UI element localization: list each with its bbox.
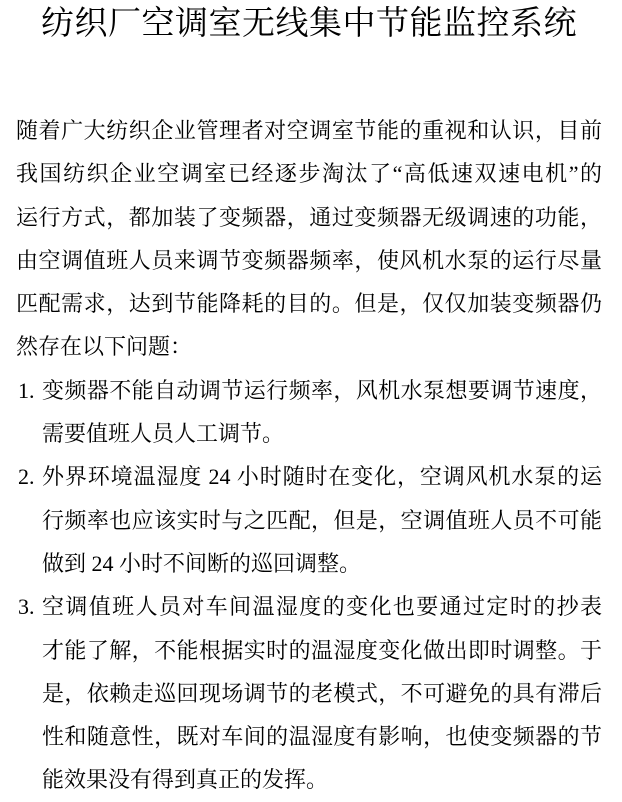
paragraph-line: 我国纺织企业空调室已经逐步淘汰了“高低速双速电机”的 <box>16 161 602 187</box>
paragraph-line: 运行方式，都加装了变频器，通过变频器无级调速的功能， <box>16 204 602 230</box>
list-item-number: 1. <box>18 377 35 403</box>
list-item <box>16 585 602 801</box>
paragraph-line: 随着广大纺织企业管理者对空调室节能的重视和认识，目前 <box>16 118 602 143</box>
list-item <box>16 455 602 585</box>
list-item-line: 需要值班人员人工调节。 <box>42 421 285 447</box>
list-item-line: 空调值班人员对车间温湿度的变化也要通过定时的抄表 <box>42 594 602 620</box>
paragraph-line: 然存在以下问题： <box>16 334 193 360</box>
list-item-line: 变频器不能自动调节运行频率，风机水泵想要调节速度， <box>42 377 602 403</box>
problem-list <box>16 369 602 802</box>
paragraph-line: 匹配需求，达到节能降耗的目的。但是，仅仅加装变频器仍 <box>16 291 602 317</box>
list-item-line: 能效果没有得到真正的发挥。 <box>42 767 329 793</box>
list-item-line: 行频率也应该实时与之匹配，但是，空调值班人员不可能 <box>42 507 602 533</box>
intro-paragraph <box>16 109 602 369</box>
list-item-line: 是，依赖走巡回现场调节的老模式，不可避免的具有滞后 <box>42 680 602 706</box>
list-item-number: 3. <box>18 594 35 620</box>
list-item-line: 才能了解，不能根据实时的温湿度变化做出即时调整。于 <box>42 637 602 663</box>
document-title: 纺织厂空调室无线集中节能监控系统 <box>41 6 577 42</box>
list-item-number: 2. <box>18 464 35 490</box>
list-item-line: 做到 24 小时不间断的巡回调整。 <box>42 550 362 576</box>
list-item-line: 性和随意性，既对车间的温湿度有影响，也使变频器的节 <box>42 724 602 750</box>
paragraph-line: 由空调值班人员来调节变频器频率，使风机水泵的运行尽量 <box>16 247 602 273</box>
list-item <box>16 369 602 456</box>
list-item-line: 外界环境温湿度 24 小时随时在变化，空调风机水泵的运 <box>42 464 602 490</box>
